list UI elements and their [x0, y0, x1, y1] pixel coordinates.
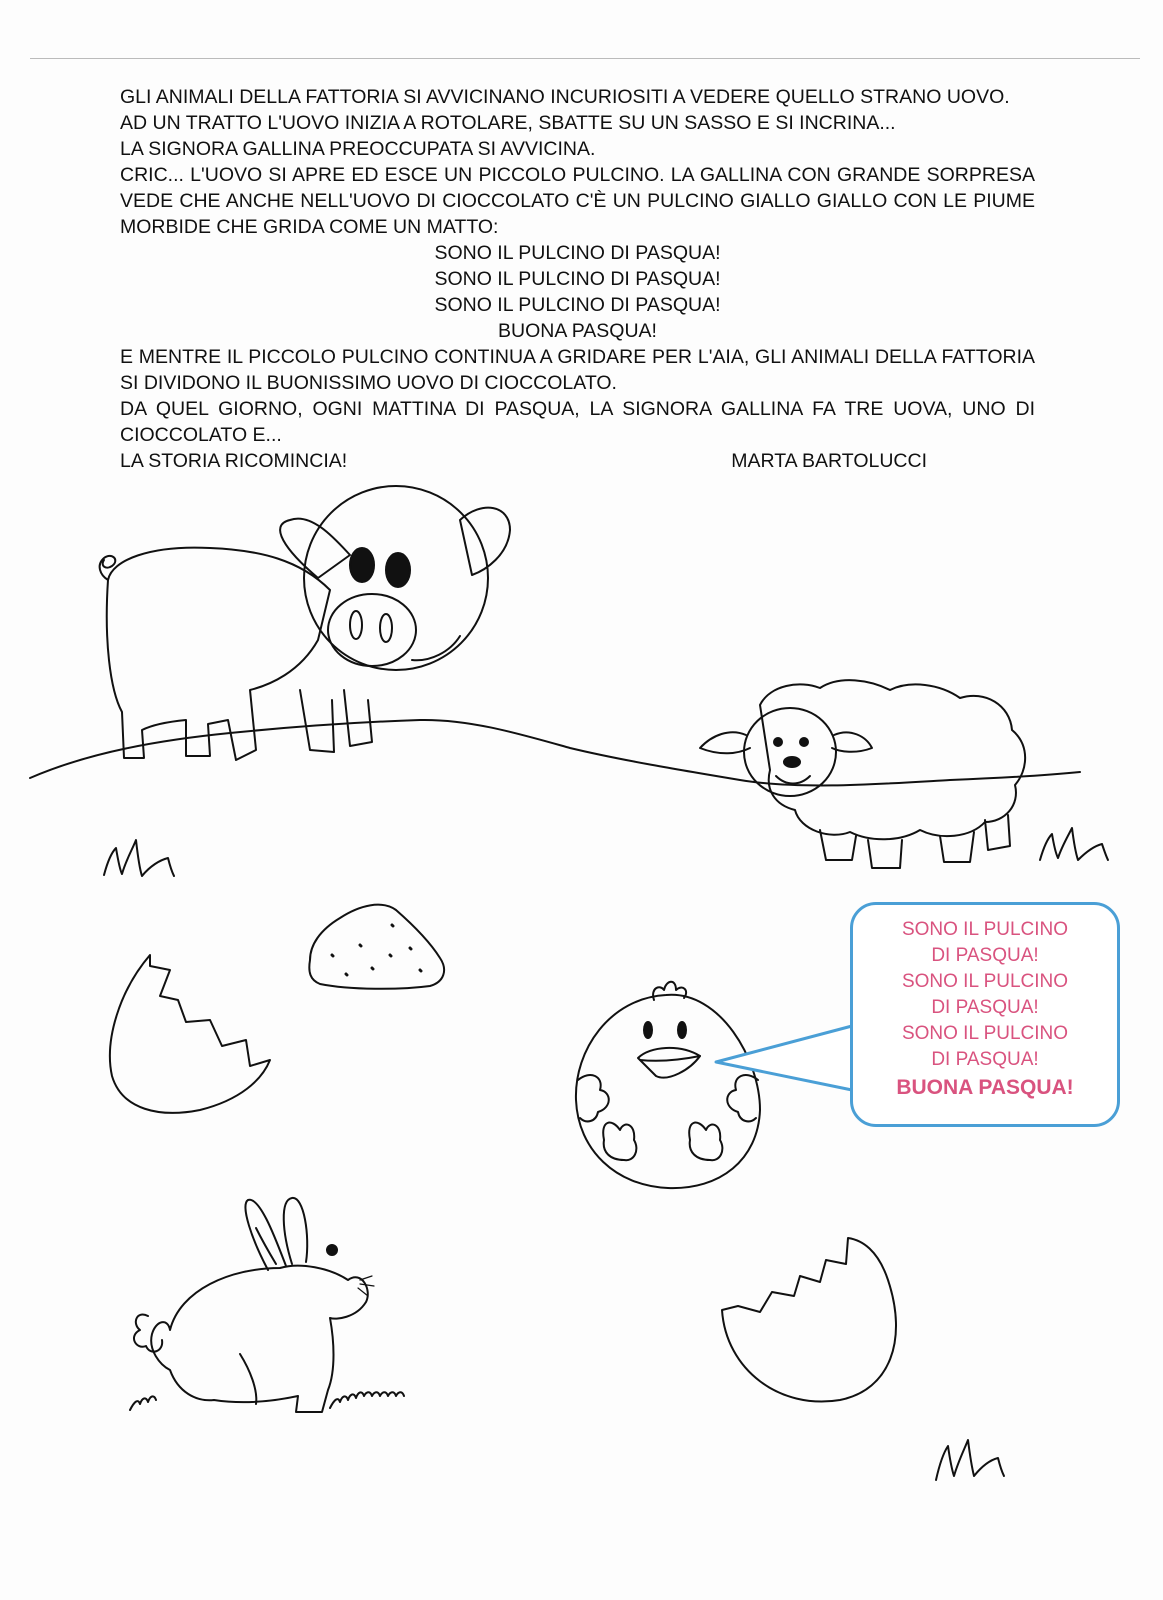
author-name: MARTA BARTOLUCCI	[731, 450, 927, 472]
story-sentence: CRIC... L'UOVO SI APRE ED ESCE UN PICCOLO PULCINO. LA GALLINA CON GRANDE SORPRESA VEDE CHE ANCHE NELL'UOVO DI CIOCCOLATO C'È UN PULCINO GIALLO GIALLO CON LE PIUME MORBIDE CHE GRIDA COME UN MATTO:	[120, 164, 1035, 238]
bubble-line: DI PASQUA!	[931, 1049, 1039, 1070]
bubble-line: DI PASQUA!	[931, 997, 1039, 1018]
chorus-line: SONO IL PULCINO DI PASQUA!	[434, 294, 721, 316]
chorus-line: BUONA PASQUA!	[498, 320, 657, 342]
bubble-line: DI PASQUA!	[931, 945, 1039, 966]
speech-bubble	[850, 902, 1120, 1127]
bubble-line: SONO IL PULCINO	[901, 919, 1069, 940]
pig-icon	[100, 486, 510, 760]
story-sentence: GLI ANIMALI DELLA FATTORIA SI AVVICINANO INCURIOSITI A VEDERE QUELLO STRANO UOVO.	[120, 86, 1010, 108]
story-sentence: AD UN TRATTO L'UOVO INIZIA A ROTOLARE, SBATTE SU UN SASSO E SI INCRINA...	[120, 112, 896, 134]
closing-line: LA STORIA RICOMINCIA!	[120, 450, 348, 472]
ground-line	[30, 720, 1080, 786]
eggshell-icon	[110, 955, 270, 1113]
rock-icon	[309, 905, 444, 989]
eggshell-icon	[722, 1238, 896, 1402]
bubble-line: SONO IL PULCINO	[901, 1023, 1069, 1044]
sheep-icon	[700, 680, 1025, 868]
rabbit-icon	[134, 1198, 374, 1412]
story-sentence: E MENTRE IL PICCOLO PULCINO CONTINUA A GRIDARE PER L'AIA, GLI ANIMALI DELLA FATTORIA SI DIVIDONO IL BUONISSIMO UOVO DI CIOCCOLATO.	[120, 346, 1035, 394]
bubble-line: SONO IL PULCINO	[901, 971, 1069, 992]
story-sentence: LA SIGNORA GALLINA PREOCCUPATA SI AVVICINA.	[120, 138, 596, 160]
story-sentence: DA QUEL GIORNO, OGNI MATTINA DI PASQUA, LA SIGNORA GALLINA FA TRE UOVA, UNO DI CIOCCOLATO E...	[120, 398, 1035, 446]
chorus-line: SONO IL PULCINO DI PASQUA!	[434, 268, 721, 290]
bubble-greeting: BUONA PASQUA!	[896, 1076, 1074, 1099]
chorus-line: SONO IL PULCINO DI PASQUA!	[434, 242, 721, 264]
chick-icon	[576, 982, 760, 1188]
